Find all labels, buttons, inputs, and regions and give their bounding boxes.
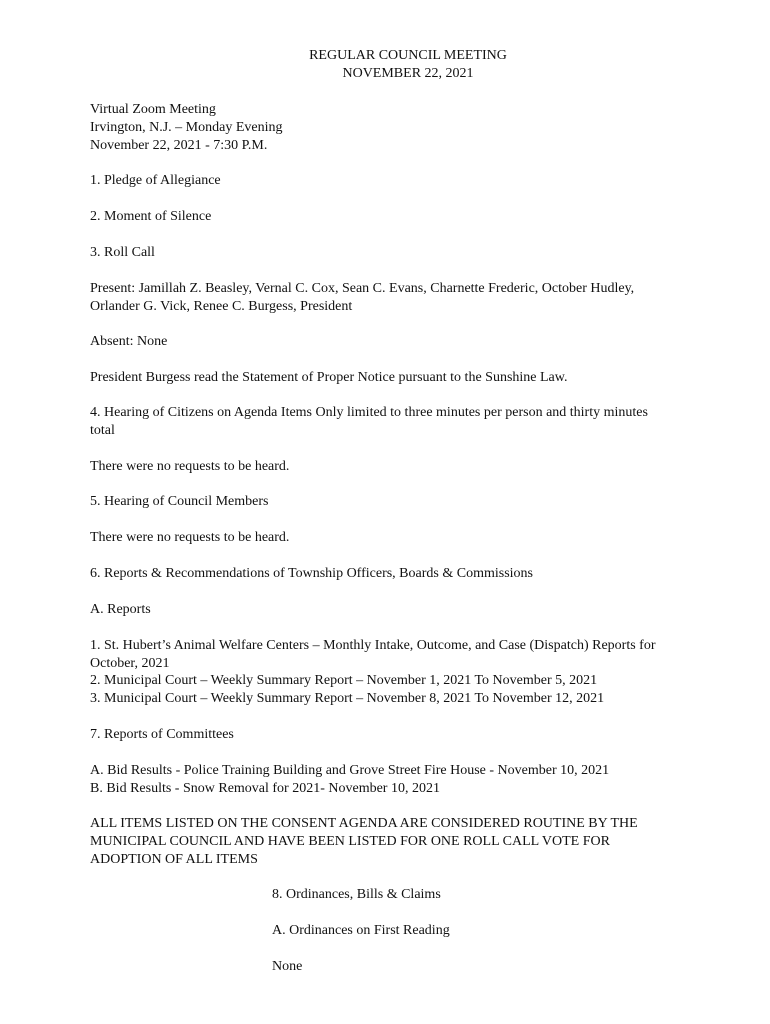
consent-agenda-line2: MUNICIPAL COUNCIL AND HAVE BEEN LISTED FOR ONE ROLL CALL VOTE FOR bbox=[90, 834, 610, 849]
report-2: 2. Municipal Court – Weekly Summary Report – November 1, 2021 To November 5, 2021 bbox=[90, 673, 598, 688]
item-roll-call: 3. Roll Call bbox=[90, 245, 155, 260]
item-pledge: 1. Pledge of Allegiance bbox=[90, 173, 221, 188]
no-requests-citizens: There were no requests to be heard. bbox=[90, 459, 290, 474]
sunshine-law-statement: President Burgess read the Statement of Proper Notice pursuant to the Sunshine Law. bbox=[90, 370, 568, 385]
meeting-title: REGULAR COUNCIL MEETING bbox=[309, 48, 507, 63]
consent-agenda-line1: ALL ITEMS LISTED ON THE CONSENT AGENDA ARE CONSIDERED ROUTINE BY THE bbox=[90, 816, 638, 831]
bid-result-a: A. Bid Results - Police Training Building and Grove Street Fire House - November 10, 2021 bbox=[90, 763, 610, 778]
document-header bbox=[0, 47, 770, 83]
item-reports-heading: 6. Reports & Recommendations of Township Officers, Boards & Commissions bbox=[90, 566, 533, 581]
ordinances-first-reading: A. Ordinances on First Reading bbox=[272, 923, 450, 938]
report-1-line2: October, 2021 bbox=[90, 656, 170, 671]
report-3: 3. Municipal Court – Weekly Summary Report – November 8, 2021 To November 12, 2021 bbox=[90, 691, 605, 706]
consent-agenda-line3: ADOPTION OF ALL ITEMS bbox=[90, 852, 258, 867]
item-hearing-council: 5. Hearing of Council Members bbox=[90, 494, 269, 509]
item-ordinances: 8. Ordinances, Bills & Claims bbox=[272, 887, 441, 902]
present-members-line1: Present: Jamillah Z. Beasley, Vernal C. Cox, Sean C. Evans, Charnette Frederic, October Hudley, bbox=[90, 281, 635, 296]
item-hearing-citizens-line1: 4. Hearing of Citizens on Agenda Items Only limited to three minutes per person and thirty minutes bbox=[90, 405, 648, 420]
meeting-datetime: November 22, 2021 - 7:30 P.M. bbox=[90, 138, 268, 153]
no-requests-council: There were no requests to be heard. bbox=[90, 530, 290, 545]
item-moment-of-silence: 2. Moment of Silence bbox=[90, 209, 212, 224]
report-1-line1: 1. St. Hubert’s Animal Welfare Centers – Monthly Intake, Outcome, and Case (Dispatch) Reports for bbox=[90, 638, 656, 653]
item-hearing-citizens-line2: total bbox=[90, 423, 115, 438]
ordinances-none: None bbox=[272, 959, 303, 974]
reports-subheading: A. Reports bbox=[90, 602, 151, 617]
item-reports-committees: 7. Reports of Committees bbox=[90, 727, 234, 742]
present-members-line2: Orlander G. Vick, Renee C. Burgess, President bbox=[90, 299, 353, 314]
bid-result-b: B. Bid Results - Snow Removal for 2021- November 10, 2021 bbox=[90, 781, 440, 796]
meeting-location: Irvington, N.J. – Monday Evening bbox=[90, 120, 283, 135]
absent-members: Absent: None bbox=[90, 334, 168, 349]
meeting-date: NOVEMBER 22, 2021 bbox=[342, 66, 474, 81]
meeting-type: Virtual Zoom Meeting bbox=[90, 102, 216, 117]
